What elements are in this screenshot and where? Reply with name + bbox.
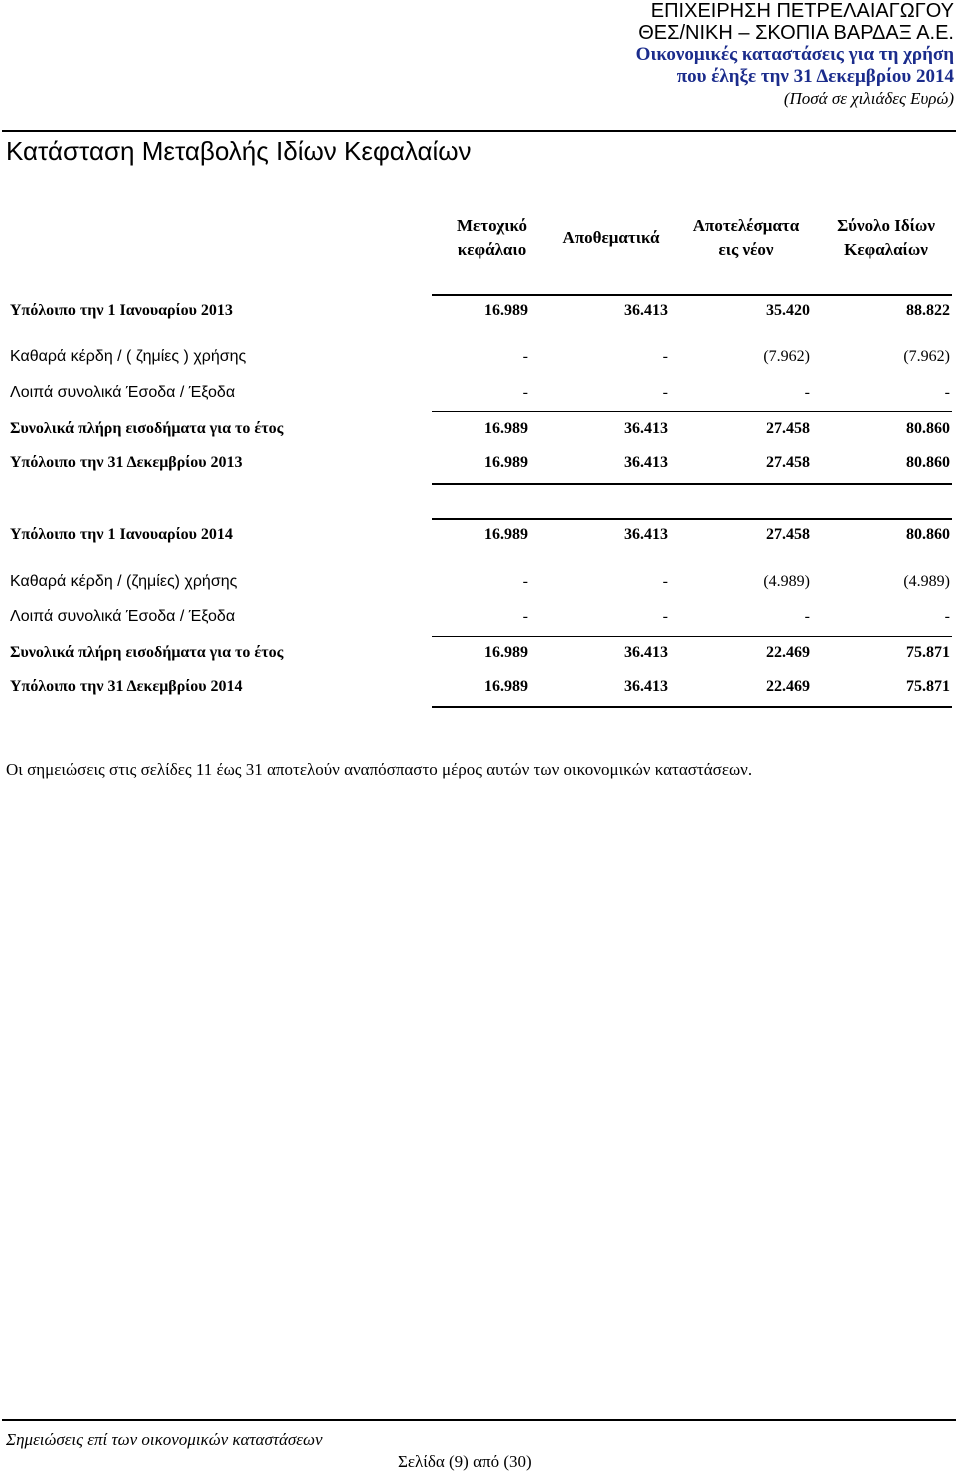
- cell-share-capital: -: [522, 348, 528, 365]
- notes-reference-text: Οι σημειώσεις στις σελίδες 11 έως 31 αποτελούν αναπόσπαστο μέρος αυτών των οικονομικών καταστάσεων.: [6, 760, 753, 779]
- page-title: Κατάσταση Μεταβολής Ιδίων Κεφαλαίων: [6, 136, 472, 166]
- cell-reserves: -: [662, 573, 668, 590]
- cell-reserves: -: [662, 384, 668, 401]
- cell-total-equity: 75.871: [906, 678, 950, 695]
- cell-share-capital: 16.989: [484, 644, 528, 661]
- cell-reserves: 36.413: [624, 454, 668, 471]
- row-label: Καθαρά κέρδη / ( ζημίες ) χρήσης: [10, 348, 247, 365]
- cell-total-equity: (7.962): [903, 348, 950, 365]
- table-rule: [432, 411, 952, 412]
- row-label: Συνολικά πλήρη εισοδήματα για το έτος: [10, 644, 284, 661]
- column-header-line: Κεφαλαίων: [844, 240, 928, 259]
- row-label: Καθαρά κέρδη / (ζημίες) χρήσης: [10, 573, 238, 590]
- row-label: Λοιπά συνολικά Έσοδα / Έξοδα: [10, 608, 236, 625]
- cell-share-capital: 16.989: [484, 420, 528, 437]
- row-label: Υπόλοιπο την 1 Ιανουαρίου 2013: [10, 302, 233, 319]
- table-row: [0, 302, 960, 326]
- cell-retained-earnings: -: [804, 384, 810, 401]
- cell-share-capital: -: [522, 573, 528, 590]
- cell-share-capital: 16.989: [484, 678, 528, 695]
- cell-reserves: 36.413: [624, 678, 668, 695]
- cell-reserves: 36.413: [624, 526, 668, 543]
- header-divider: [2, 130, 956, 132]
- cell-reserves: -: [662, 608, 668, 625]
- cell-retained-earnings: 22.469: [766, 678, 810, 695]
- table-row: [0, 420, 960, 444]
- document-header: [636, 0, 954, 110]
- company-name-line2: ΘΕΣ/ΝΙΚΗ – ΣΚΟΠΙΑ ΒΑΡΔΑΞ Α.Ε.: [638, 22, 954, 44]
- cell-reserves: 36.413: [624, 302, 668, 319]
- table-rule: [432, 706, 952, 708]
- column-header-line: Αποθεματικά: [562, 228, 660, 247]
- statement-title-line2: που έληξε την 31 Δεκεμβρίου 2014: [676, 66, 954, 87]
- table-row: [0, 678, 960, 702]
- column-header-line: Μετοχικό: [456, 216, 527, 235]
- cell-total-equity: 80.860: [906, 526, 950, 543]
- table-row: [0, 644, 960, 668]
- cell-share-capital: 16.989: [484, 454, 528, 471]
- cell-share-capital: 16.989: [484, 526, 528, 543]
- table-rule: [432, 483, 952, 485]
- cell-total-equity: -: [944, 384, 950, 401]
- cell-retained-earnings: (7.962): [763, 348, 810, 365]
- table-rule: [432, 518, 952, 520]
- cell-retained-earnings: -: [804, 608, 810, 625]
- cell-retained-earnings: 27.458: [766, 420, 810, 437]
- row-label: Συνολικά πλήρη εισοδήματα για το έτος: [10, 420, 284, 437]
- cell-total-equity: 88.822: [906, 302, 950, 319]
- footer-divider: [2, 1419, 956, 1421]
- table-rule: [432, 294, 952, 296]
- row-label: Υπόλοιπο την 31 Δεκεμβρίου 2014: [10, 678, 243, 695]
- page-number: Σελίδα (9) από (30): [398, 1452, 532, 1471]
- column-header-line: Σύνολο Ιδίων: [837, 216, 935, 235]
- cell-retained-earnings: 27.458: [766, 454, 810, 471]
- cell-total-equity: -: [944, 608, 950, 625]
- amounts-unit-note: (Ποσά σε χιλιάδες Ευρώ): [783, 89, 954, 108]
- column-header-line: Αποτελέσματα: [692, 216, 800, 235]
- row-label: Υπόλοιπο την 1 Ιανουαρίου 2014: [10, 526, 233, 543]
- row-label: Λοιπά συνολικά Έσοδα / Έξοδα: [10, 384, 236, 401]
- cell-reserves: 36.413: [624, 644, 668, 661]
- table-rule: [432, 636, 952, 637]
- cell-reserves: -: [662, 348, 668, 365]
- table-row: [0, 526, 960, 550]
- cell-share-capital: 16.989: [484, 302, 528, 319]
- table-row: [0, 608, 960, 632]
- cell-total-equity: (4.989): [903, 573, 950, 590]
- row-label: Υπόλοιπο την 31 Δεκεμβρίου 2013: [10, 454, 243, 471]
- cell-retained-earnings: 22.469: [766, 644, 810, 661]
- column-header-total-equity: [816, 214, 956, 262]
- company-name-line1: ΕΠΙΧΕΙΡΗΣΗ ΠΕΤΡΕΛΑΙΑΓΩΓΟΥ: [650, 0, 954, 22]
- column-header-line: κεφάλαιο: [457, 240, 527, 259]
- cell-retained-earnings: (4.989): [763, 573, 810, 590]
- cell-total-equity: 80.860: [906, 420, 950, 437]
- cell-share-capital: -: [522, 608, 528, 625]
- table-row: [0, 454, 960, 478]
- column-header-line: εις νέον: [718, 240, 774, 259]
- cell-total-equity: 75.871: [906, 644, 950, 661]
- cell-retained-earnings: 27.458: [766, 526, 810, 543]
- cell-share-capital: -: [522, 384, 528, 401]
- statement-title-line1: Οικονομικές καταστάσεις για τη χρήση: [635, 44, 954, 65]
- column-header-share-capital: [432, 214, 552, 262]
- table-row: [0, 348, 960, 372]
- column-header-reserves: [546, 226, 676, 250]
- cell-total-equity: 80.860: [906, 454, 950, 471]
- table-row: [0, 573, 960, 597]
- column-header-retained-earnings: [676, 214, 816, 262]
- table-row: [0, 384, 960, 408]
- cell-reserves: 36.413: [624, 420, 668, 437]
- footer-title: Σημειώσεις επί των οικονομικών καταστάσεων: [6, 1430, 323, 1449]
- cell-retained-earnings: 35.420: [766, 302, 810, 319]
